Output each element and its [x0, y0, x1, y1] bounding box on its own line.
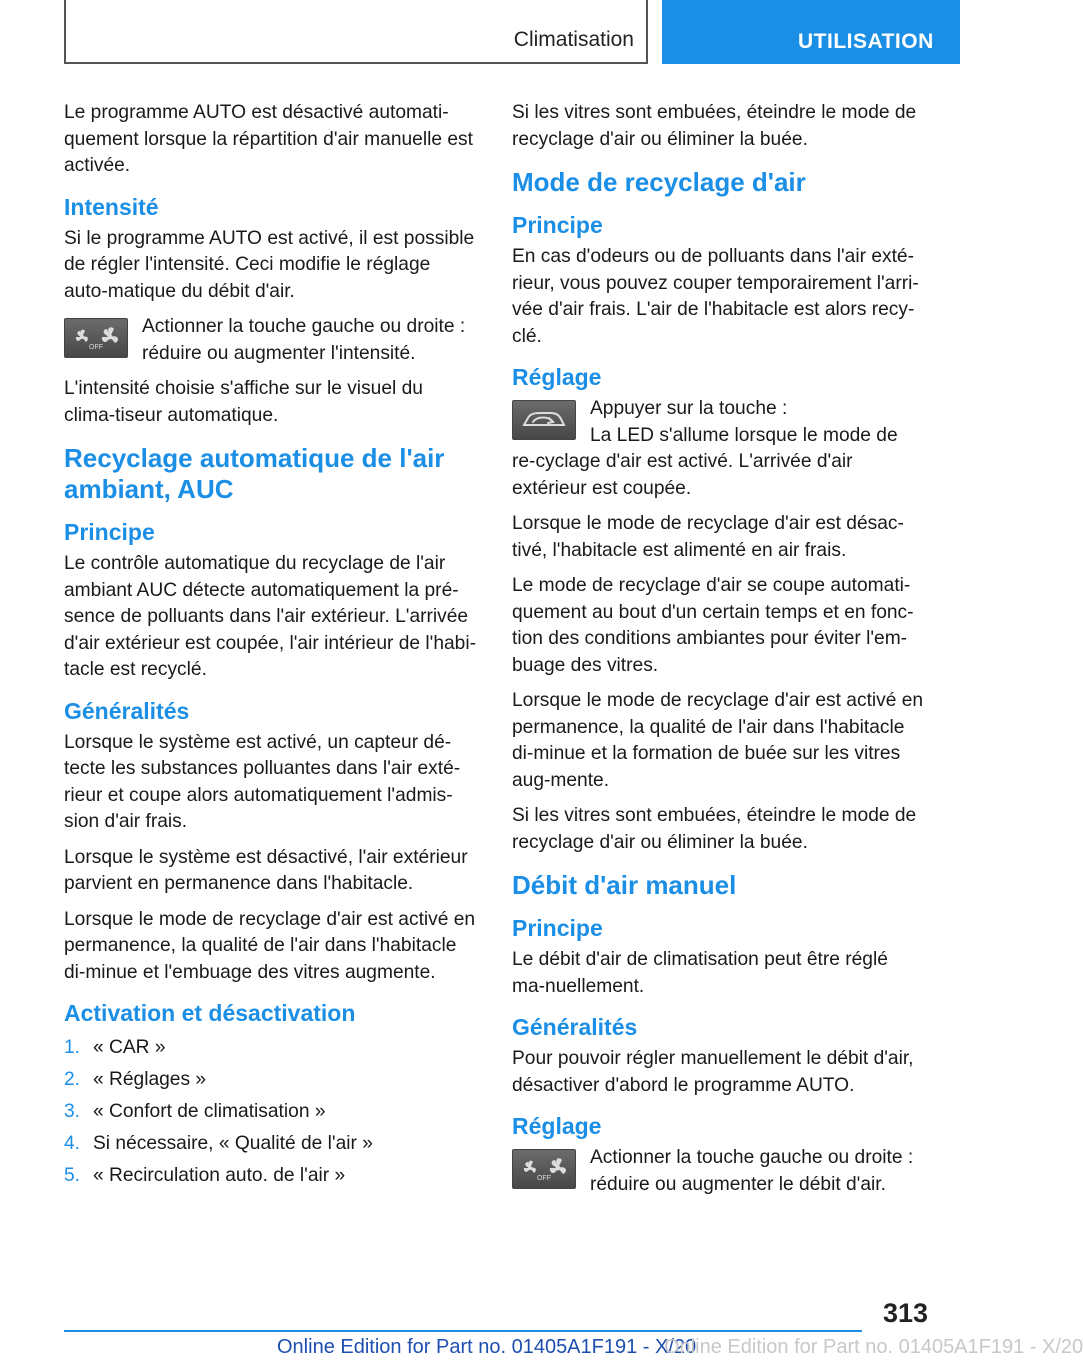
- fan-button-icon: [64, 318, 128, 358]
- step-text: « Confort de climatisation »: [93, 1101, 326, 1122]
- heading-debit-air: Débit d'air manuel: [512, 870, 737, 900]
- step-text: Si nécessaire, « Qualité de l'air »: [93, 1133, 373, 1154]
- list-item: [64, 1160, 478, 1192]
- paragraph: Lorsque le système est activé, un capteur dé-tecte les substances polluantes dans l'air exté-rieur et coupe alors automatiquement l'admis-sion d'air frais.: [64, 731, 461, 832]
- step-text: « CAR »: [93, 1037, 166, 1058]
- paragraph: Lorsque le mode de recyclage d'air est activé en permanence, la qualité de l'air dans l'habitacle di-minue et la formation de buée sur les vitres aug-mente.: [512, 690, 924, 791]
- paragraph: Le programme AUTO est désactivé automati-quement lorsque la répartition d'air manuelle est activée.: [64, 102, 473, 176]
- step-number: 5.: [64, 1165, 81, 1186]
- heading-generalites: Généralités: [64, 697, 190, 724]
- left-column: [64, 100, 478, 1192]
- paragraph: Pour pouvoir régler manuellement le débit d'air, désactiver d'abord le programme AUTO.: [512, 1048, 914, 1096]
- list-item: [64, 1128, 478, 1160]
- heading-principe: Principe: [512, 212, 603, 238]
- heading-reglage: Réglage: [512, 364, 602, 390]
- step-text: « Réglages »: [93, 1069, 207, 1090]
- icon-instruction: [512, 1145, 926, 1198]
- list-item: [64, 1096, 478, 1128]
- step-number: 1.: [64, 1037, 81, 1058]
- icon-instruction: [512, 396, 926, 502]
- paragraph: Le débit d'air de climatisation peut être réglé ma-nuellement.: [512, 949, 888, 997]
- list-item: [64, 1032, 478, 1064]
- icon-instruction-text: Actionner la touche gauche ou droite : réduire ou augmenter le débit d'air.: [590, 1147, 914, 1195]
- heading-activation: Activation et désactivation: [64, 1000, 356, 1026]
- step-number: 2.: [64, 1069, 81, 1090]
- svg-text:OFF: OFF: [89, 344, 103, 351]
- step-text: « Recirculation auto. de l'air »: [93, 1165, 346, 1186]
- paragraph: Si le programme AUTO est activé, il est possible de régler l'intensité. Ceci modifie le réglage auto-matique du débit d'air.: [64, 227, 475, 302]
- page-number: 313: [882, 1298, 928, 1328]
- icon-instruction-text: Appuyer sur la touche :: [590, 398, 788, 419]
- paragraph: En cas d'odeurs ou de polluants dans l'air exté-rieur, vous pouvez couper temporairement l'arri-vée d'air frais. L'air de l'habitacle est alors recy-clé.: [512, 246, 919, 347]
- paragraph: Si les vitres sont embuées, éteindre le mode de recyclage d'air ou éliminer la buée.: [512, 805, 917, 853]
- heading-auc: Recyclage automatique de l'air ambiant, AUC: [64, 443, 445, 504]
- icon-instruction-text: La LED s'allume lorsque le mode de re-cyclage d'air est activé. L'arrivée d'air extérieur est coupée.: [512, 424, 898, 499]
- paragraph: Lorsque le mode de recyclage d'air est activé en permanence, la qualité de l'air dans l'habitacle di-minue et l'embuage des vitres augmente.: [64, 908, 476, 983]
- icon-instruction-text: Actionner la touche gauche ou droite : réduire ou augmenter l'intensité.: [142, 316, 466, 364]
- header-section-title: Climatisation: [513, 28, 634, 51]
- heading-generalites: Généralités: [512, 1014, 638, 1040]
- fan-button-icon: [512, 1149, 576, 1189]
- footer-edition: Online Edition for Part no. 01405A1F191 - X/20: [277, 1336, 697, 1358]
- watermark: Online Edition for Part no. 01405A1F191 - X/20: [664, 1336, 1083, 1358]
- right-column: [512, 100, 926, 1207]
- icon-instruction: [64, 314, 478, 367]
- heading-reglage: Réglage: [512, 1113, 602, 1139]
- paragraph: Le mode de recyclage d'air se coupe automati-quement au bout d'un certain temps et en fonc-tion des conditions ambiantes pour éviter l'em-buage des vitres.: [512, 575, 914, 676]
- list-item: [64, 1064, 478, 1096]
- header-section-box: [64, 0, 648, 64]
- paragraph: Lorsque le mode de recyclage d'air est désac-tivé, l'habitacle est alimenté en air frais.: [512, 513, 904, 561]
- heading-principe: Principe: [64, 519, 155, 545]
- paragraph: Lorsque le système est désactivé, l'air extérieur parvient en permanence dans l'habitacle.: [64, 846, 468, 894]
- svg-text:OFF: OFF: [537, 1175, 551, 1182]
- paragraph: L'intensité choisie s'affiche sur le visuel du clima-tiseur automatique.: [64, 378, 423, 426]
- step-number: 3.: [64, 1101, 81, 1122]
- heading-mode-recyclage: Mode de recyclage d'air: [512, 167, 806, 197]
- recirculation-button-icon: [512, 400, 576, 440]
- header-chapter-label: UTILISATION: [798, 30, 934, 53]
- step-number: 4.: [64, 1133, 81, 1154]
- paragraph: Le contrôle automatique du recyclage de l'air ambiant AUC détecte automatiquement la pré-sence de polluants dans l'air extérieur. L'arrivée d'air extérieur est coupée, l'air intérieur de l'habi-tacle est recyclé.: [64, 553, 477, 680]
- header-chapter-tab: [662, 0, 960, 64]
- steps-list: [64, 1032, 478, 1192]
- paragraph: Si les vitres sont embuées, éteindre le mode de recyclage d'air ou éliminer la buée.: [512, 102, 917, 150]
- heading-intensite: Intensité: [64, 193, 159, 220]
- footer-divider: [64, 1330, 862, 1332]
- heading-principe: Principe: [512, 915, 603, 941]
